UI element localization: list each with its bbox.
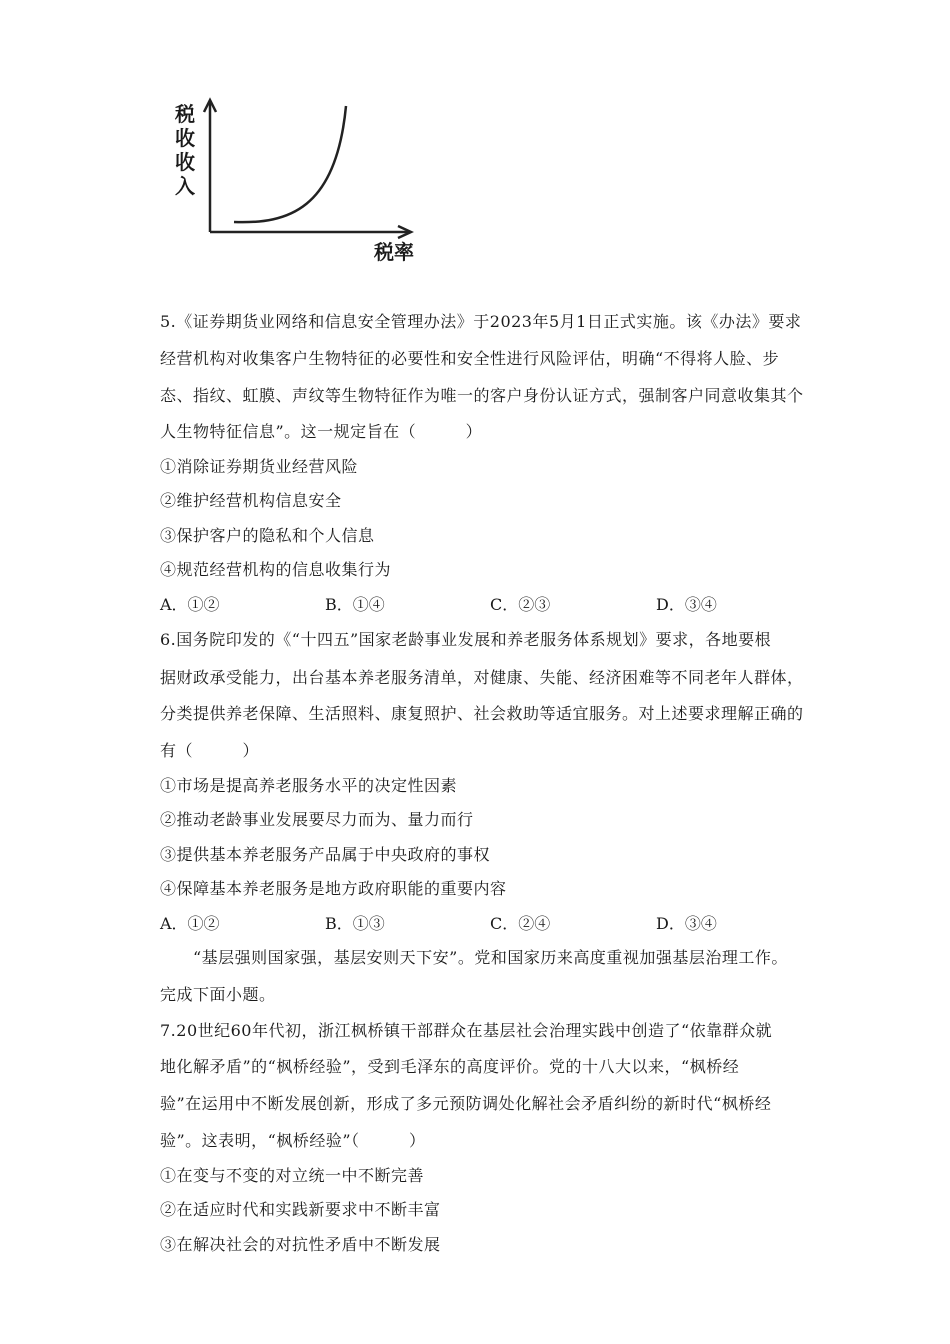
q6-item: ②推动老龄事业发展要尽力而为、量力而行 xyxy=(160,810,474,829)
q7-stem-line: 地化解矛盾”的“枫桥经验”，受到毛泽东的高度评价。党的十八大以来，“枫桥经 xyxy=(160,1057,740,1076)
q5-stem-line: 经营机构对收集客户生物特征的必要性和安全性进行风险评估，明确“不得将人脸、步 xyxy=(160,349,780,368)
revenue-curve xyxy=(234,106,346,222)
x-axis-label: 税率 xyxy=(374,240,414,264)
q6-stem-line: 分类提供养老保障、生活照料、康复照护、社会救助等适宜服务。对上述要求理解正确的 xyxy=(160,704,804,723)
q5-stem-line: 人生物特征信息”。这一规定旨在（ ） xyxy=(160,422,483,441)
q6-stem-line: 据财政承受能力，出台基本养老服务清单，对健康、失能、经济困难等不同老年人群体， xyxy=(160,668,804,687)
q7-stem-line: 验”。这表明，“枫桥经验”（ ） xyxy=(160,1131,426,1150)
q7-stem-line: 7.20世纪60年代初，浙江枫桥镇干部群众在基层社会治理实践中创造了“依靠群众就 xyxy=(160,1021,773,1040)
q5-choice-d: D．③④ xyxy=(656,595,717,614)
q6-choice-a: A．①② xyxy=(160,914,220,933)
q7-stem-line: 验”在运用中不断发展创新，形成了多元预防调处化解社会矛盾纠纷的新时代“枫桥经 xyxy=(160,1094,772,1113)
q6-choice-d: D．③④ xyxy=(656,914,717,933)
intro-line: “基层强则国家强，基层安则天下安”。党和国家历来高度重视加强基层治理工作。 xyxy=(160,948,788,967)
q5-choice-b: B．①④ xyxy=(325,595,385,614)
q6-choice-c: C．②④ xyxy=(490,914,551,933)
q5-item: ③保护客户的隐私和个人信息 xyxy=(160,526,375,545)
q5-item: ①消除证券期货业经营风险 xyxy=(160,457,359,476)
q5-stem-line: 态、指纹、虹膜、声纹等生物特征作为唯一的客户身份认证方式，强制客户同意收集其个 xyxy=(160,386,804,405)
tax-curve-figure xyxy=(168,92,428,270)
q6-stem-line: 有（ ） xyxy=(160,741,260,760)
q6-item: ①市场是提高养老服务水平的决定性因素 xyxy=(160,776,458,795)
q5-item: ②维护经营机构信息安全 xyxy=(160,491,342,510)
q5-stem-line: 5.《证券期货业网络和信息安全管理办法》于2023年5月1日正式实施。该《办法》要求 xyxy=(160,312,802,331)
q7-item: ②在适应时代和实践新要求中不断丰富 xyxy=(160,1200,441,1219)
q5-choice-c: C．②③ xyxy=(490,595,551,614)
q7-item: ③在解决社会的对抗性矛盾中不断发展 xyxy=(160,1235,441,1254)
intro-line: 完成下面小题。 xyxy=(160,985,276,1004)
y-axis-label: 税收收入 xyxy=(175,102,195,198)
q5-choice-a: A．①② xyxy=(160,595,220,614)
q7-item: ①在变与不变的对立统一中不断完善 xyxy=(160,1166,425,1185)
q6-item: ③提供基本养老服务产品属于中央政府的事权 xyxy=(160,845,491,864)
q6-item: ④保障基本养老服务是地方政府职能的重要内容 xyxy=(160,879,507,898)
q5-item: ④规范经营机构的信息收集行为 xyxy=(160,560,392,579)
q6-choice-b: B．①③ xyxy=(325,914,385,933)
q6-stem-line: 6.国务院印发的《“十四五”国家老龄事业发展和养老服务体系规划》要求，各地要根 xyxy=(160,630,772,649)
